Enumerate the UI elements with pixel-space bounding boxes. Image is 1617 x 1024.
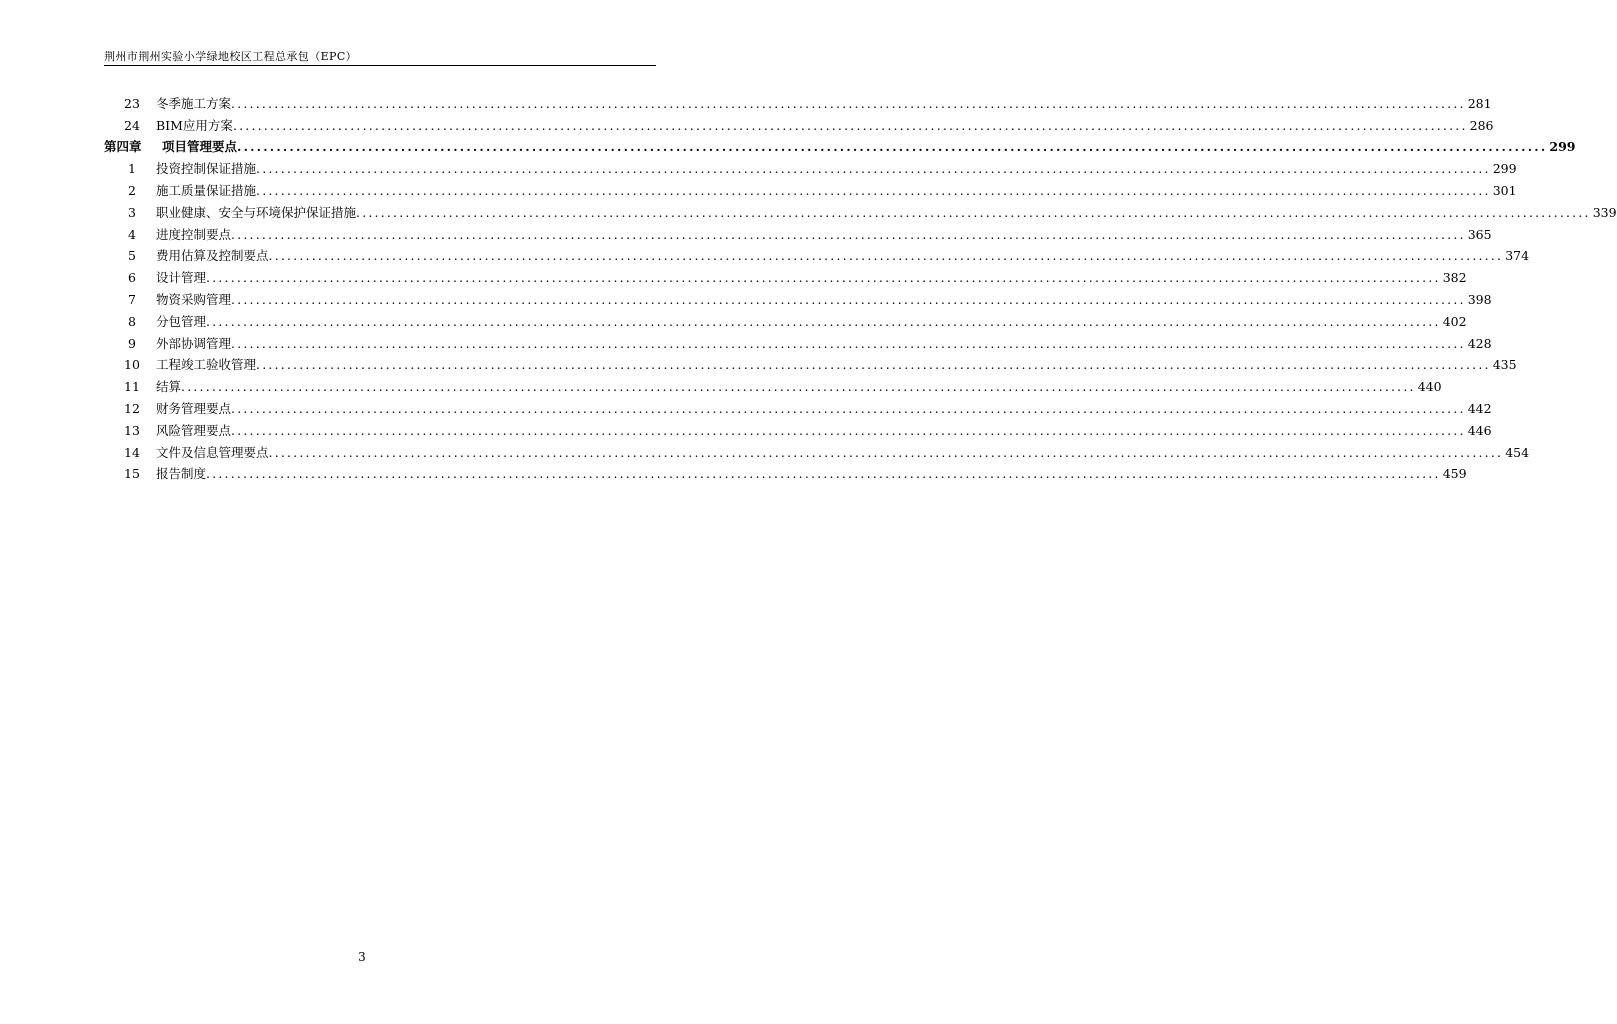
toc-entry[interactable] xyxy=(104,180,1517,202)
toc-entry-number: 4 xyxy=(128,226,136,242)
dot-leader: ........................................................................................................................................................................................................ xyxy=(268,248,1504,264)
toc-entry-page: 454 xyxy=(1505,444,1530,460)
toc-entry[interactable] xyxy=(104,246,1530,268)
dot-leader: ........................................................................................................................................................................................................ xyxy=(231,422,1466,438)
toc-entry-page: 299 xyxy=(1549,139,1576,155)
dot-leader: ........................................................................................................................................................................................................ xyxy=(256,183,1491,199)
toc-entry-number: 3 xyxy=(128,204,136,220)
toc-entry-page: 446 xyxy=(1467,422,1492,438)
toc-entry-page: 440 xyxy=(1417,379,1442,395)
toc-entry-number: 6 xyxy=(128,270,136,286)
toc-entry-title: 进度控制要点 xyxy=(156,226,232,242)
toc-entry-title: 费用估算及控制要点 xyxy=(156,248,269,264)
dot-leader: ........................................................................................................................................................................................................ xyxy=(231,335,1466,351)
toc-entry-number: 5 xyxy=(128,248,136,264)
toc-chapter-entry[interactable] xyxy=(104,137,1576,159)
toc-entry-title: 财务管理要点 xyxy=(156,401,232,417)
dot-leader: ........................................................................................................................................................................................................ xyxy=(231,292,1466,308)
dot-leader: ........................................................................................................................................................................................................ xyxy=(231,226,1466,242)
toc-entry-number: 2 xyxy=(128,183,136,199)
toc-entry[interactable] xyxy=(104,464,1467,486)
toc-entry-page: 374 xyxy=(1505,248,1530,264)
toc-entry-title: 外部协调管理 xyxy=(156,335,232,351)
toc-entry-page: 339 xyxy=(1592,204,1617,220)
toc-entry-number: 13 xyxy=(124,422,140,438)
page-number: 3 xyxy=(358,950,366,964)
toc-entry-page: 402 xyxy=(1442,313,1467,329)
toc-entry[interactable] xyxy=(104,311,1467,333)
dot-leader: ........................................................................................................................................................................................................ xyxy=(232,117,1468,133)
toc-entry[interactable] xyxy=(104,224,1492,246)
toc-entry[interactable] xyxy=(104,442,1530,464)
toc-entry[interactable] xyxy=(104,376,1442,398)
toc-entry[interactable] xyxy=(104,267,1467,289)
toc-entry[interactable] xyxy=(104,202,1617,224)
toc-entry-page: 281 xyxy=(1467,95,1492,111)
toc-entry-number: 7 xyxy=(128,292,136,308)
toc-entry-title: 项目管理要点 xyxy=(162,139,238,155)
toc-entry-title: 冬季施工方案 xyxy=(156,95,232,111)
toc-entry-number: 14 xyxy=(124,444,140,460)
toc-entry-number: 8 xyxy=(128,313,136,329)
toc-entry-page: 442 xyxy=(1467,401,1492,417)
toc-entry-title: 施工质量保证措施 xyxy=(156,183,257,199)
toc-entry-page: 301 xyxy=(1492,183,1517,199)
toc-entry[interactable] xyxy=(104,158,1517,180)
toc-entry-number: 24 xyxy=(124,117,140,133)
toc-entry-page: 459 xyxy=(1442,466,1467,482)
toc-entry[interactable] xyxy=(104,420,1492,442)
dot-leader: ........................................................................................................................................................................................................ xyxy=(206,466,1441,482)
toc-entry-page: 428 xyxy=(1467,335,1492,351)
toc-entry-number: 10 xyxy=(124,357,140,373)
dot-leader: ........................................................................................................................................................................................................ xyxy=(356,204,1591,220)
toc-entry-number: 23 xyxy=(124,95,140,111)
dot-leader: ........................................................................................................................................................................................................ xyxy=(206,270,1441,286)
toc-entry-number: 1 xyxy=(128,161,136,177)
toc-entry-title: 职业健康、安全与环境保护保证措施 xyxy=(156,204,357,220)
toc-entry-title: 设计管理 xyxy=(156,270,207,286)
toc-entry[interactable] xyxy=(104,115,1494,137)
toc-entry-title: 结算 xyxy=(156,379,182,395)
dot-leader: ........................................................................................................................................................................................................ xyxy=(231,95,1466,111)
toc-entry-page: 435 xyxy=(1492,357,1517,373)
toc-entry-number: 12 xyxy=(124,401,140,417)
table-of-contents xyxy=(104,93,1617,485)
toc-entry[interactable] xyxy=(104,333,1492,355)
dot-leader: ........................................................................................................................................................................................................ xyxy=(206,313,1441,329)
toc-entry-page: 299 xyxy=(1492,161,1517,177)
toc-entry[interactable] xyxy=(104,355,1517,377)
dot-leader: ........................................................................................................................................................................................................ xyxy=(231,401,1466,417)
toc-entry-title: 物资采购管理 xyxy=(156,292,232,308)
page-header: 荆州市荆州实验小学绿地校区工程总承包（EPC） xyxy=(104,50,656,66)
toc-entry-title: 文件及信息管理要点 xyxy=(156,444,269,460)
toc-entry-page: 382 xyxy=(1442,270,1467,286)
toc-entry-title: 工程竣工验收管理 xyxy=(156,357,257,373)
toc-entry-title: 投资控制保证措施 xyxy=(156,161,257,177)
toc-entry[interactable] xyxy=(104,93,1492,115)
toc-entry-number: 15 xyxy=(124,466,140,482)
toc-entry[interactable] xyxy=(104,398,1492,420)
toc-entry-page: 286 xyxy=(1469,117,1494,133)
dot-leader: ........................................................................................................................................................................................................ xyxy=(256,161,1491,177)
dot-leader: ........................................................................................................................................................................................................ xyxy=(268,444,1504,460)
dot-leader: ........................................................................................................................................................................................................ xyxy=(256,357,1491,373)
toc-entry-title: 风险管理要点 xyxy=(156,422,232,438)
toc-entry-page: 365 xyxy=(1467,226,1492,242)
toc-entry-page: 398 xyxy=(1467,292,1492,308)
toc-entry[interactable] xyxy=(104,289,1492,311)
toc-entry-title: BIM应用方案 xyxy=(156,117,233,133)
toc-entry-number: 11 xyxy=(124,379,140,395)
toc-entry-number: 第四章 xyxy=(104,139,142,155)
toc-entry-number: 9 xyxy=(128,335,136,351)
toc-entry-title: 报告制度 xyxy=(156,466,207,482)
dot-leader: ........................................................................................................................................................................................................ xyxy=(237,139,1548,155)
toc-entry-title: 分包管理 xyxy=(156,313,207,329)
dot-leader: ........................................................................................................................................................................................................ xyxy=(181,379,1416,395)
